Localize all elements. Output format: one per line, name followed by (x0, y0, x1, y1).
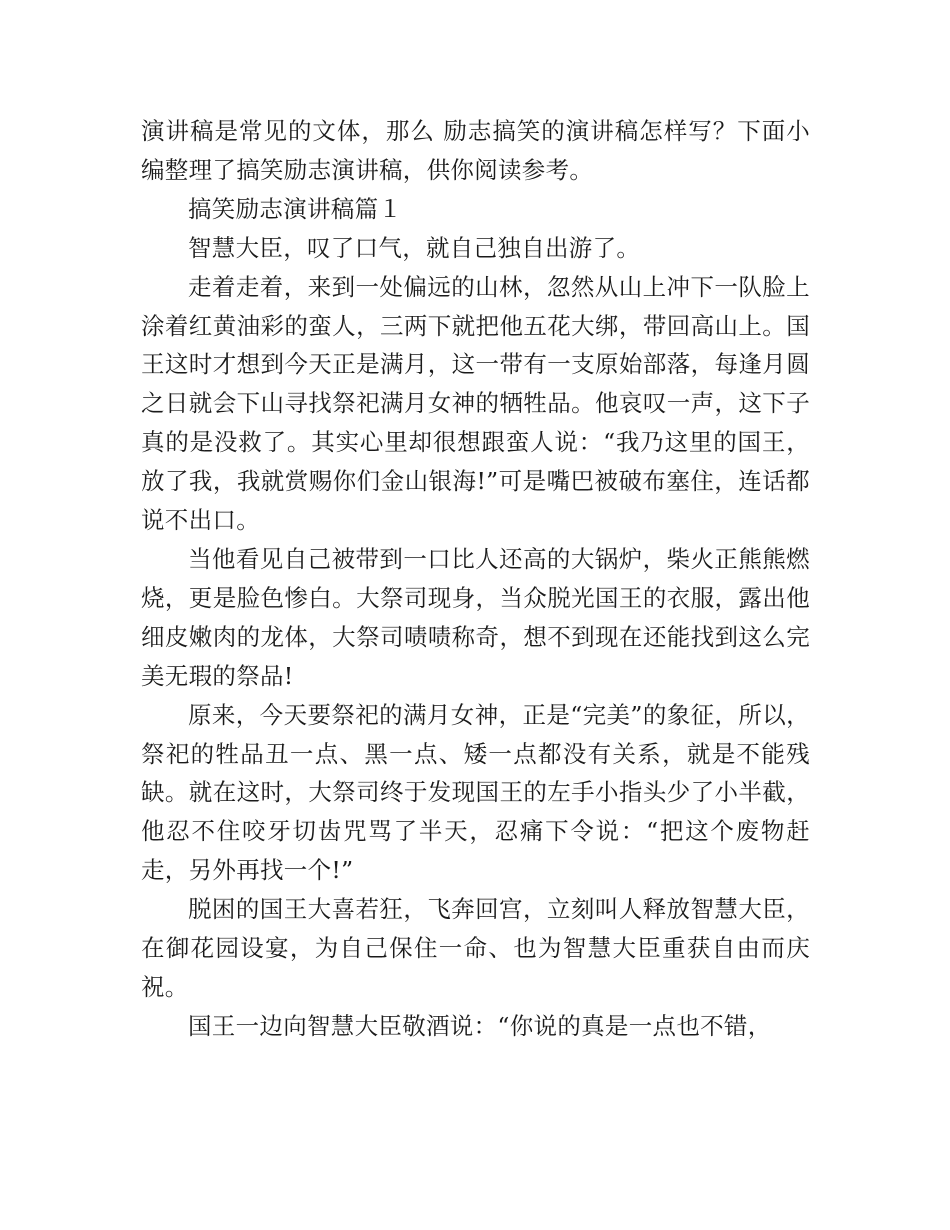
paragraph: 智慧大臣，叹了口气，就自己独自出游了。 (188, 233, 641, 262)
document-body (141, 112, 810, 1046)
section-heading: 搞笑励志演讲稿篇１ (188, 194, 403, 223)
paragraph-intro: 演讲稿是常见的文体，那么 励志搞笑的演讲稿怎样写？下面小编整理了搞笑励志演讲稿，供你阅读参考。 (141, 117, 810, 184)
paragraph: 走着走着，来到一处偏远的山林，忽然从山上冲下一队脸上涂着红黄油彩的蛮人，三两下就把他五花大绑，带回高山上。国王这时才想到今天正是满月，这一带有一支原始部落，每逢月圆之日就会下山寻找祭祀满月女神的牺牲品。他哀叹一声，这下子真的是没救了。其实心里却很想跟蛮人说：“我乃这里的国王，放了我，我就赏赐你们金山银海!”可是嘴巴被破布塞住，连话都说不出口。 (141, 272, 810, 535)
paragraph: 原来，今天要祭祀的满月女神，正是“完美”的象征，所以，祭祀的牲品丑一点、黑一点、矮一点都没有关系，就是不能残缺。就在这时，大祭司终于发现国王的左手小指头少了小半截，他忍不住咬牙切齿咒骂了半天，忍痛下令说：“把这个废物赶走，另外再找一个!” (141, 700, 810, 885)
paragraph: 国王一边向智慧大臣敬酒说：“你说的真是一点也不错， (188, 1011, 772, 1040)
paragraph: 当他看见自己被带到一口比人还高的大锅炉，柴火正熊熊燃烧，更是脸色惨白。大祭司现身，当众脱光国王的衣服，露出他细皮嫩肉的龙体，大祭司啧啧称奇，想不到现在还能找到这么完美无瑕的祭品! (141, 544, 810, 690)
paragraph: 脱困的国王大喜若狂，飞奔回宫，立刻叫人释放智慧大臣，在御花园设宴，为自己保住一命、也为智慧大臣重获自由而庆祝。 (141, 895, 810, 1001)
